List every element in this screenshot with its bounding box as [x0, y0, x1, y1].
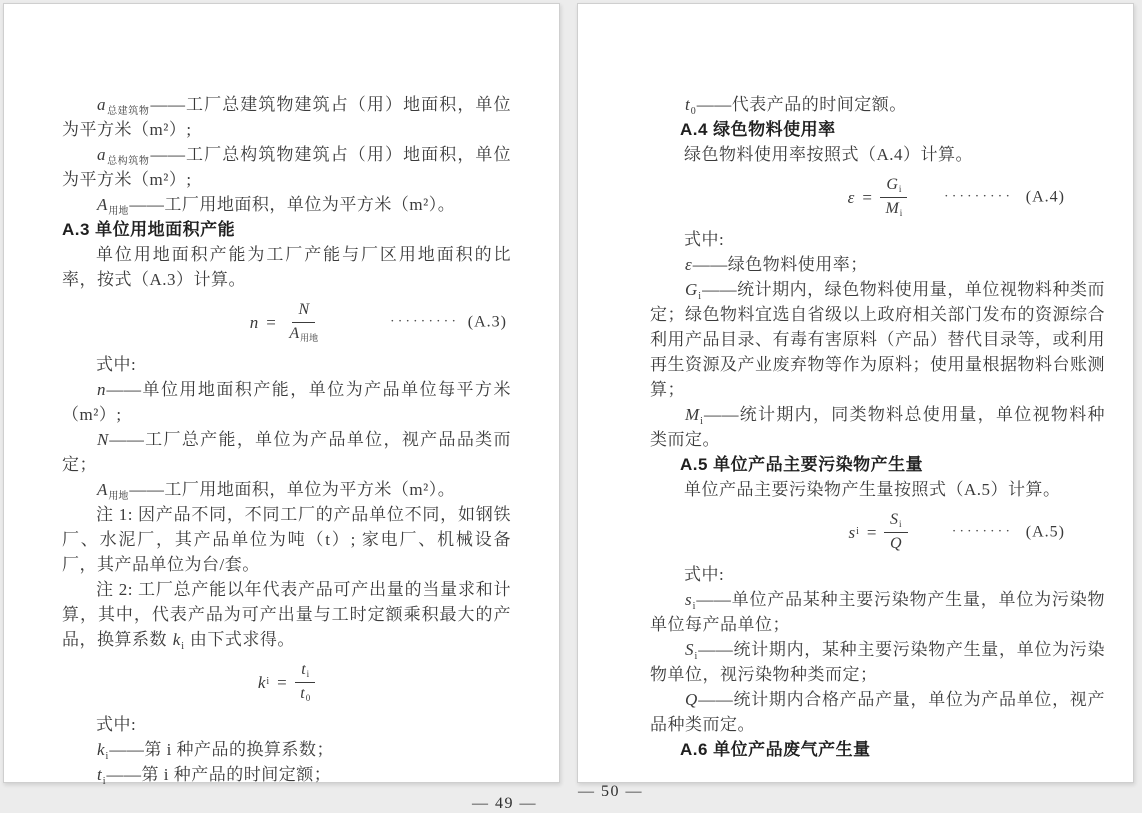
denominator	[879, 198, 908, 220]
text-run: 注 1: 因产品不同，不同工厂的产品单位不同，如钢铁厂、水泥厂，其产品单位为吨（t）; 家电厂、机械设备厂，其产品单位为台/套。	[62, 505, 511, 574]
formula-variable: G	[685, 280, 698, 299]
text-run: 由下式求得。	[185, 630, 295, 649]
variable-subscript: 用地	[300, 332, 319, 343]
formula-variable: t	[97, 765, 102, 784]
label-line	[650, 227, 1105, 252]
formula-variable: t	[301, 660, 306, 678]
paragraph	[650, 142, 1105, 167]
variable-subscript: 总建筑物	[106, 106, 150, 117]
text-run: ——统计期内合格产品产量，单位为产品单位，视产品种类而定。	[650, 690, 1105, 734]
definition-item	[650, 92, 1105, 117]
section-heading	[650, 737, 1105, 762]
equation	[847, 175, 909, 220]
equals-sign: =	[277, 672, 288, 692]
numerator	[292, 300, 315, 323]
equation: s i = $\frac{S_i}{Q}$	[847, 510, 907, 555]
variable-subscript: i	[181, 641, 185, 652]
text-run: 单位用地面积产能为工厂产能与厂区用地面积的比率，按式（A.3）计算。	[62, 245, 511, 289]
fraction	[884, 510, 908, 555]
formula-block	[650, 169, 1105, 225]
text-run: ——代表产品的时间定额。	[696, 95, 907, 114]
text-run: ——工厂总产能，单位为产品单位，视产品品类而定；	[62, 430, 511, 474]
formula-variable: s	[685, 590, 692, 609]
formula-variable: ε	[685, 255, 692, 274]
text-run: ——绿色物料使用率；	[692, 255, 868, 274]
text-run: 单位产品主要污染物产生量按照式（A.5）计算。	[684, 480, 1061, 499]
text-run: 注 2: 工厂总产能以年代表产品可产出量的当量求和计算，其中，代表产品为可产出量与工时定额乘积最大的产品，换算系数	[62, 580, 511, 649]
variable-subscript: 用地	[108, 206, 129, 217]
formula-variable: ε	[847, 187, 855, 207]
formula-variable: a	[97, 145, 106, 164]
definition-item	[650, 402, 1105, 452]
equation	[249, 300, 324, 345]
text-run: ——工厂总建筑物建筑占（用）地面积，单位为平方米（m²）;	[62, 95, 512, 139]
formula-block	[650, 504, 1105, 560]
definition-item	[62, 377, 511, 427]
denominator	[283, 323, 324, 345]
definition-item	[62, 427, 511, 477]
variable-subscript: 0	[305, 692, 311, 703]
equation: k i = $\frac{t_i}{t_0}$	[257, 660, 316, 705]
formula-variable: t	[300, 684, 305, 702]
formula-variable: A	[97, 480, 108, 499]
label-line	[62, 352, 511, 377]
variable-subscript: i	[898, 518, 902, 529]
denominator	[884, 533, 908, 555]
leader-dots: ·········	[390, 314, 459, 330]
text-run: A.3 单位用地面积产能	[62, 220, 236, 239]
label-line	[62, 712, 511, 737]
formula-variable: k	[257, 672, 266, 692]
variable-subscript: i	[105, 751, 109, 762]
definition-item	[650, 277, 1105, 402]
definition-item	[650, 687, 1105, 737]
text-run: ——第 i 种产品的时间定额；	[106, 765, 332, 784]
variable-subscript: i	[899, 207, 903, 218]
paragraph	[62, 242, 511, 292]
variable-subscript: 总构筑物	[106, 156, 150, 167]
section-heading	[650, 117, 1105, 142]
definition-item	[62, 192, 511, 217]
text-run: 式中:	[96, 715, 137, 734]
formula-variable: a	[97, 95, 106, 114]
definition-item	[62, 92, 511, 142]
formula-variable: N	[298, 300, 310, 318]
text-run: A.4 绿色物料使用率	[680, 120, 836, 139]
page-50	[577, 3, 1134, 800]
formula-variable: M	[685, 405, 700, 424]
formula-variable: n	[97, 380, 106, 399]
formula-variable: A	[97, 195, 108, 214]
page-49	[3, 3, 560, 812]
page-number-50: — 50 —	[578, 783, 643, 800]
formula-variable: M	[885, 199, 899, 217]
text-run: ——工厂用地面积，单位为平方米（m²）。	[129, 195, 456, 214]
variable-subscript: i	[698, 291, 702, 302]
text-run: ——统计期内，同类物料总使用量，单位视物料种类而定。	[650, 405, 1105, 449]
paragraph	[650, 477, 1105, 502]
page-50-content	[578, 4, 1133, 762]
numerator	[884, 510, 908, 533]
definition-item	[650, 637, 1105, 687]
formula-variable: t	[685, 95, 690, 114]
fraction	[294, 660, 316, 705]
equation-number: (A.3)	[467, 313, 507, 331]
formula-variable: Q	[685, 690, 698, 709]
formula-variable: S	[889, 510, 898, 528]
denominator	[294, 683, 316, 705]
text-run: 式中:	[684, 565, 725, 584]
section-heading	[650, 452, 1105, 477]
text-run: ——工厂用地面积，单位为平方米（m²）。	[129, 480, 456, 499]
formula-variable: N	[97, 430, 109, 449]
text-run: ——单位用地面积产能，单位为产品单位每平方米（m²）;	[62, 380, 511, 424]
formula-variable: n	[249, 312, 259, 332]
section-heading	[62, 217, 511, 242]
label-line	[650, 562, 1105, 587]
formula-block	[62, 294, 511, 350]
variable-subscript: i	[700, 416, 703, 427]
formula-variable: k	[97, 740, 105, 759]
equation-number: (A.5)	[1025, 523, 1065, 541]
formula-variable: A	[289, 324, 300, 342]
variable-subscript: 用地	[108, 491, 129, 502]
equation-number: (A.4)	[1025, 188, 1065, 206]
equals-sign: =	[862, 187, 873, 207]
formula-variable: Q	[889, 534, 902, 552]
text-run: ——统计期内，某种主要污染物产生量，单位为污染物单位，视污染物种类而定；	[650, 640, 1105, 684]
equals-sign: =	[266, 312, 277, 332]
text-run: ——统计期内，绿色物料使用量，单位视物料种类而定；绿色物料宜选自省级以上政府相关部门发布的资源综合利用产品目录、有毒有害原料（产品）替代目录等，或利用再生资源及产业废弃物等作为原料；使用量根据物料台账测算；	[650, 280, 1105, 399]
definition-item	[650, 252, 1105, 277]
text-run: ——第 i 种产品的换算系数；	[109, 740, 335, 759]
page-49-content	[4, 4, 559, 787]
text-run: 绿色物料使用率按照式（A.4）计算。	[684, 145, 974, 164]
formula-variable: k	[172, 630, 181, 649]
variable-subscript: i	[692, 601, 696, 612]
definition-item	[62, 142, 511, 192]
text-run: 式中:	[96, 355, 137, 374]
paragraph	[62, 502, 511, 577]
leader-dots: ·········	[944, 189, 1013, 205]
fraction	[283, 300, 324, 345]
variable-subscript: i	[306, 668, 310, 679]
paragraph	[62, 577, 511, 652]
text-run: A.6 单位产品废气产生量	[680, 740, 871, 759]
variable-subscript: i	[102, 776, 106, 787]
definition-item	[62, 477, 511, 502]
formula-variable: s	[848, 522, 856, 542]
numerator	[295, 660, 315, 683]
formula-variable: S	[685, 640, 694, 659]
text-run: A.5 单位产品主要污染物产生量	[680, 455, 924, 474]
definition-item	[62, 737, 511, 762]
leader-dots: ········	[951, 524, 1013, 540]
page-number-49: — 49 —	[472, 795, 537, 812]
definition-item	[650, 587, 1105, 637]
variable-subscript: i	[898, 183, 902, 194]
numerator	[880, 175, 907, 198]
text-run: ——工厂总构筑物建筑占（用）地面积，单位为平方米（m²）;	[62, 145, 512, 189]
equals-sign: =	[866, 522, 877, 542]
text-run: ——单位产品某种主要污染物产生量，单位为污染物单位每产品单位；	[650, 590, 1105, 634]
fraction	[879, 175, 908, 220]
variable-subscript: i	[694, 651, 698, 662]
definition-item	[62, 762, 511, 787]
variable-subscript: 0	[690, 106, 696, 117]
formula-variable: G	[886, 175, 898, 193]
formula-block	[62, 654, 511, 710]
text-run: 式中:	[684, 230, 725, 249]
